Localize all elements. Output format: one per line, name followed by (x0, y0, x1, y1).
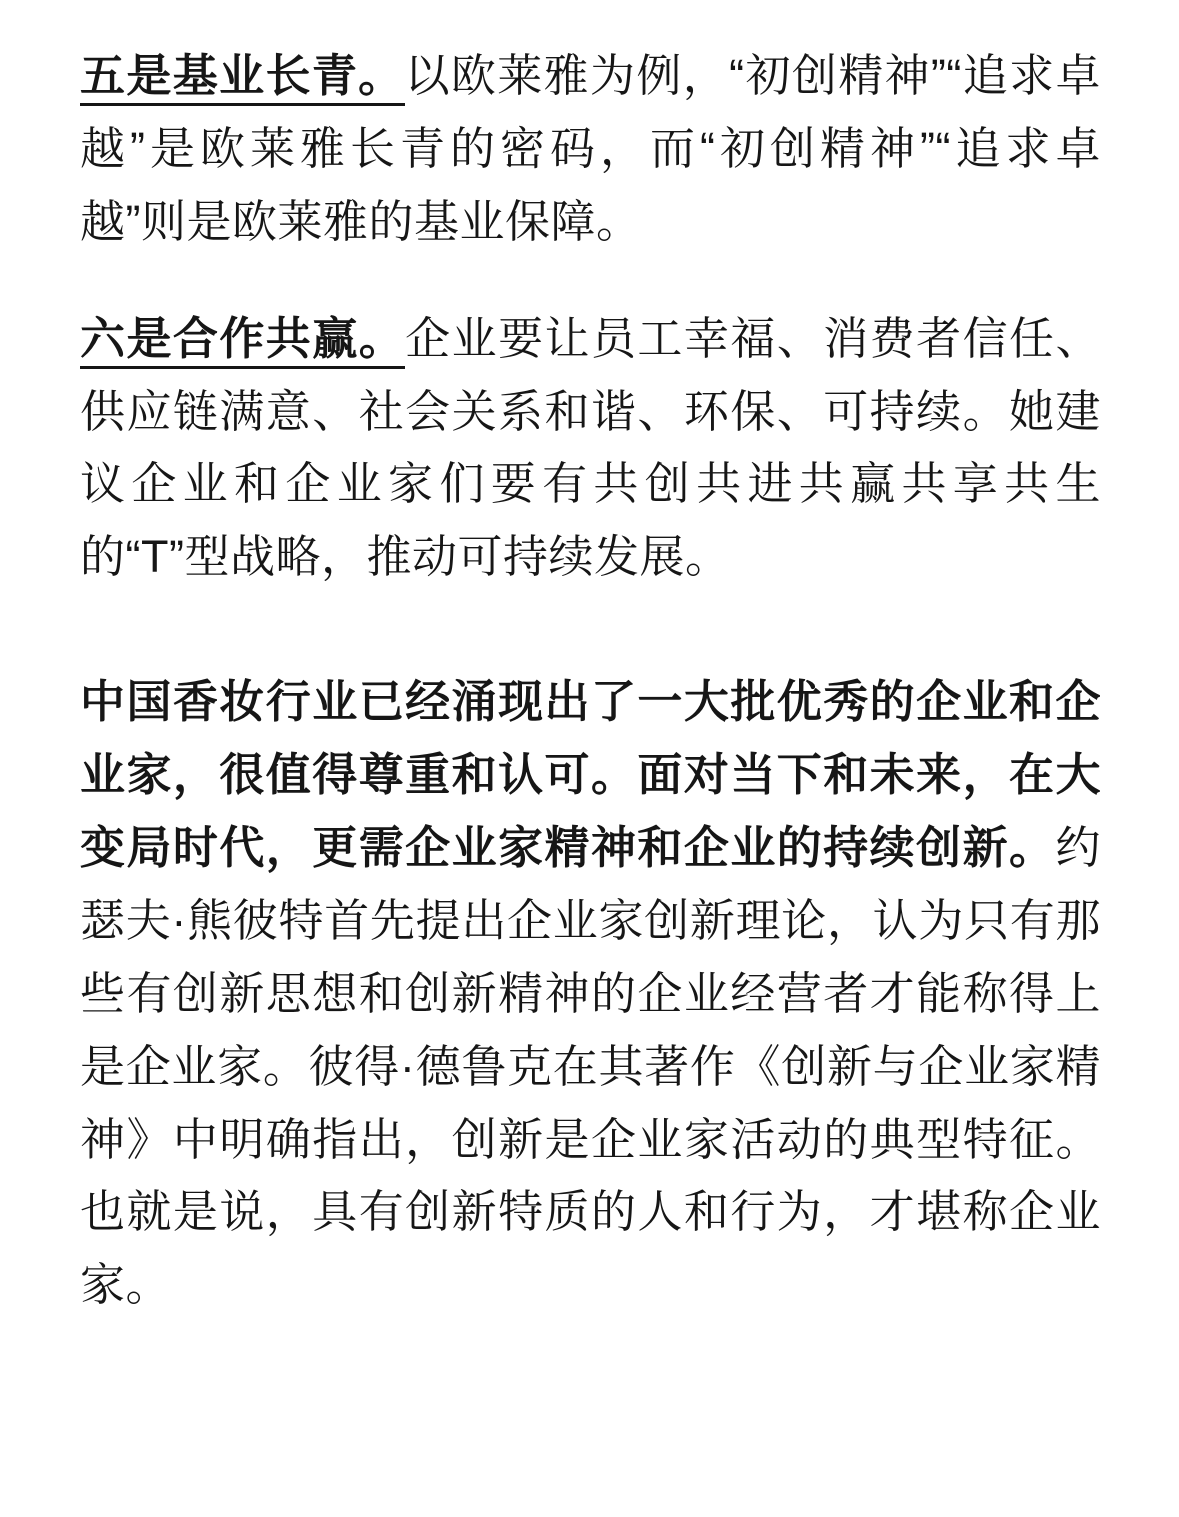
paragraph-conclusion-bold: 中国香妆行业已经涌现出了一大批优秀的企业和企业家，很值得尊重和认可。面对当下和未来，在大变局时代，更需企业家精神和企业的持续创新。 (80, 676, 1101, 874)
paragraph-five-lead: 五是基业长青。 (80, 50, 405, 106)
paragraph-conclusion (80, 666, 1101, 1322)
paragraph-five-body: 以欧莱雅为例，“初创精神”“追求卓越”是欧莱雅长青的密码，而“初创精神”“追求卓越”则是欧莱雅的基业保障。 (80, 50, 1101, 247)
paragraph-five (80, 40, 1101, 259)
paragraph-six-lead: 六是合作共赢。 (80, 313, 405, 369)
paragraph-six-body: 企业要让员工幸福、消费者信任、供应链满意、社会关系和谐、环保、可持续。她建议企业和企业家们要有共创共进共赢共享共生的“T”型战略，推动可持续发展。 (80, 312, 1101, 583)
paragraph-six (80, 303, 1101, 595)
paragraph-conclusion-body: 约瑟夫·熊彼特首先提出企业家创新理论，认为只有那些有创新思想和创新精神的企业经营者才能称得上是企业家。彼得·德鲁克在其著作《创新与企业家精神》中明确指出，创新是企业家活动的典型特征。也就是说，具有创新特质的人和行为，才堪称企业家。 (80, 822, 1101, 1311)
